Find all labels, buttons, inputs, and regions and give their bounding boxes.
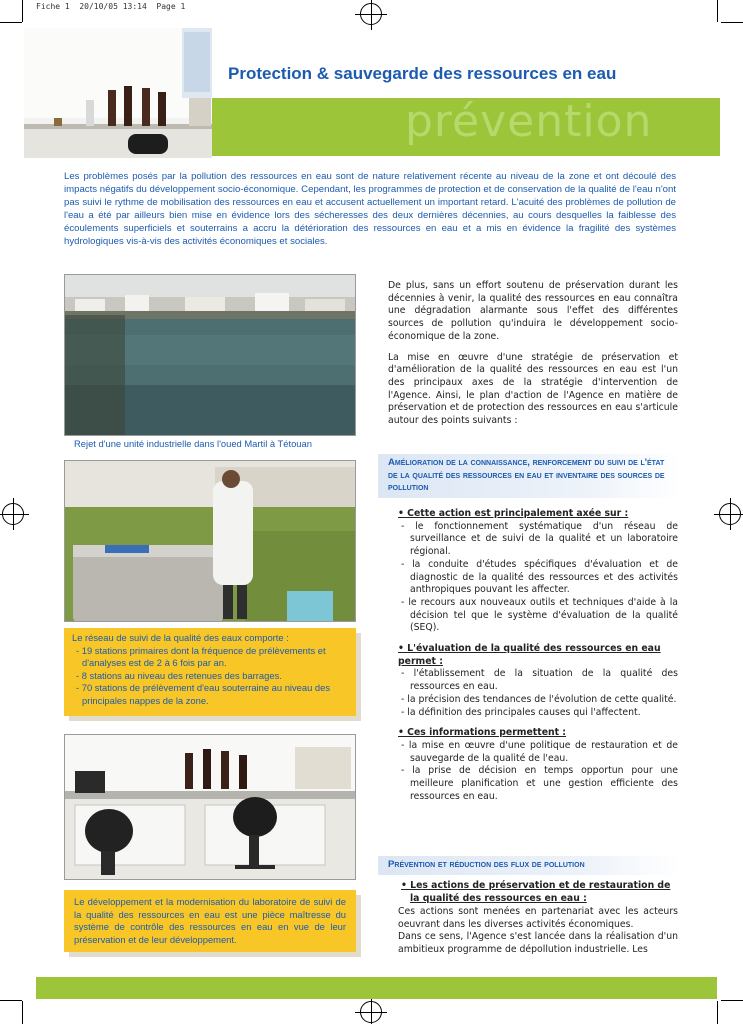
- bullet-title: • L'évaluation de la qualité des ressources en eau permet :: [398, 643, 661, 667]
- crop-mark: [721, 1000, 743, 1001]
- bullet-item: - le recours aux nouveaux outils et techniques d'aide à la décision tel que le système d'évaluation de la qualité (SEQ).: [401, 596, 678, 634]
- crop-mark: [717, 0, 718, 22]
- registration-mark-icon: [2, 503, 24, 525]
- registration-mark-icon: [719, 503, 741, 525]
- section-prevention-content: [398, 880, 678, 905]
- prevention-paragraph-2: Dans ce sens, l'Agence s'est lancée dans la réalisation d'un ambitieux programme de dépollution industrielle. Les: [398, 931, 678, 956]
- right-paragraph-1: De plus, sans un effort soutenu de préservation durant les décennies à venir, la qualité des ressources en eau connaîtra une dégradation alarmante sous l'effet des différentes sources de pollution qu'induira le développement socio-économique de la zone.: [388, 280, 678, 342]
- header-lab-photo: [24, 28, 212, 158]
- river-photo-caption: Rejet d'une unité industrielle dans l'oued Martil à Tétouan: [74, 438, 312, 449]
- monitoring-network-item: - 70 stations de prélèvement d'eau souterraine au niveau des principales nappes de la zone.: [76, 682, 331, 706]
- monitoring-network-item: - 19 stations primaires dont la fréquence de prélèvements et d'analyses est de 2 à 6 fois par an.: [76, 644, 326, 669]
- print-slug: Fiche 1 20/10/05 13:14 Page 1: [36, 2, 186, 11]
- bullet-title: • Les actions de préservation et de restauration de la qualité des ressources en eau :: [401, 880, 671, 904]
- laboratory-box: [64, 890, 356, 952]
- registration-mark-icon: [360, 1001, 382, 1023]
- intro-paragraph: Les problèmes posés par la pollution des ressources en eau sont de nature relativement récente au niveau de la zone et ont découlé des impacts négatifs du développement socio-économique. Cependant, les programmes de protection et de conservation de la qualité de l'eau n'ont pas suivi le rythme de mobilisation des ressources en eau et accusent actuellement un important retard. L'acuité des problèmes de pollution de l'eau a été par ailleurs bien mise en évidence lors des sécheresses des deux dernières décennies, au cours desquelles la faiblesse des écoulements superficiels et souterrains a accru la détérioration des ressources en eau et a mis en évidence la fragilité des systèmes hydrologiques vis-à-vis des activités économiques et sociales.: [64, 171, 676, 247]
- bullet-item: - le fonctionnement systématique d'un réseau de surveillance et de suivi de la qualité et un laboratoire régional.: [401, 520, 678, 558]
- bullet-item: - la mise en œuvre d'une politique de restauration et de sauvegarde de la qualité de l'eau.: [401, 739, 678, 764]
- bullet-item: - la définition des principales causes qui l'affectent.: [401, 706, 641, 718]
- crop-mark: [0, 1000, 22, 1001]
- monitoring-network-box: [64, 628, 356, 716]
- crop-mark: [721, 22, 743, 23]
- section-word: prévention: [405, 96, 653, 147]
- bullet-item: - la prise de décision en temps opportun pour une meilleure planification et une gestion efficiente des ressources en eau.: [401, 765, 678, 802]
- field-technician-photo: [64, 460, 356, 622]
- monitoring-network-lead: Le réseau de suivi de la qualité des eaux comporte :: [72, 632, 289, 643]
- section-heading-improvement: Amélioration de la connaissance, renforcement du suivi de l'état de la qualité des ressources en eau et inventaire des sources de pollution: [378, 454, 680, 498]
- page-title: Protection & sauvegarde des ressources en eau: [228, 64, 617, 83]
- section-heading-prevention: Prévention et réduction des flux de pollution: [378, 856, 680, 875]
- monitoring-network-item: - 8 stations au niveau des retenues des barrages.: [76, 669, 282, 681]
- section-prevention-text: [398, 906, 678, 957]
- bullet-title: • Ces informations permettent :: [398, 727, 567, 739]
- prevention-paragraph-1: Ces actions sont menées en partenariat avec les acteurs oeuvrant dans les diverses activités économiques.: [398, 906, 678, 930]
- crop-mark: [717, 1001, 718, 1024]
- crop-mark: [0, 22, 22, 23]
- right-paragraph-2: La mise en œuvre d'une stratégie de préservation et d'amélioration de la qualité des ressources en eau est l'un des principaux axes de la stratégie d'intervention de l'Agence. Ainsi, le plan d'action de l'Agence en matière de préservation et de protection des ressources en eau s'articule autour des points suivants :: [388, 351, 678, 427]
- right-column-intro: [388, 280, 678, 428]
- crop-mark: [22, 1001, 23, 1024]
- laboratory-box-text: Le développement et la modernisation du laboratoire de suivi de la qualité des ressources en eau est une pièce maîtresse du système de contrôle des ressources en eau en vue de leur préservation et de leur développement.: [74, 896, 346, 945]
- crop-mark: [22, 0, 23, 22]
- bullet-item: - la précision des tendances de l'évolution de cette qualité.: [401, 693, 677, 705]
- bullet-item: - l'établissement de la situation de la qualité des ressources en eau.: [401, 668, 678, 693]
- laboratory-photo: [64, 734, 356, 880]
- bullet-item: - la conduite d'études spécifiques d'évaluation et de diagnostic de la qualité des ressources et des activités anthropiques pouvant les affecter.: [401, 558, 678, 596]
- river-photo: [64, 274, 356, 436]
- footer-band: [36, 977, 717, 999]
- bullet-title: • Cette action est principalement axée sur :: [398, 508, 629, 519]
- registration-mark-icon: [360, 3, 382, 25]
- section-improvement-content: [398, 508, 678, 803]
